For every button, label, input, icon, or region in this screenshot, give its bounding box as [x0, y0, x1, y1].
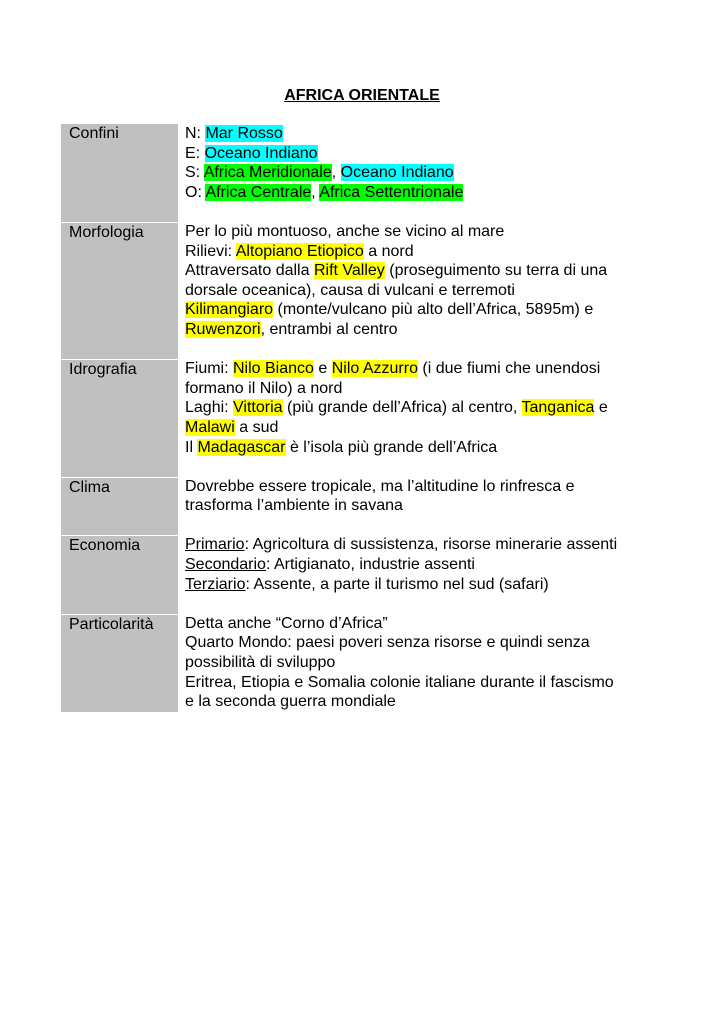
text-span: (proseguimento su terra di una [384, 262, 608, 280]
highlight-nilo-bianco: Nilo Bianco [233, 360, 314, 378]
highlight-east: Oceano Indiano [204, 144, 318, 162]
morfologia-line-2 [185, 242, 661, 262]
highlight-west-2: Africa Settentrionale [319, 183, 464, 201]
border-west [185, 183, 661, 203]
particolarita-line-4: Eritrea, Etiopia e Somalia colonie italiane durante il fascismo [185, 673, 614, 691]
row-spacer [185, 457, 661, 477]
row-confini [61, 124, 661, 222]
text-span: Fiumi: [185, 360, 233, 378]
particolarita-line-1: Detta anche “Corno d’Africa” [185, 614, 388, 632]
text-span: Rilievi: [185, 242, 236, 260]
idrografia-line-2: formano il Nilo) a nord [185, 379, 343, 397]
label-economia: Economia [61, 535, 178, 613]
text-span: (più grande dell’Africa) al centro, [282, 399, 522, 417]
border-north [185, 124, 661, 144]
border-east [185, 144, 661, 164]
border-south-sep: , [331, 164, 341, 182]
label-confini: Confini [61, 124, 178, 222]
content-particolarita [178, 614, 661, 712]
text-span: : Assente, a parte il turismo nel sud (safari) [245, 575, 549, 593]
clima-line-2: trasforma l’ambiente in savana [185, 497, 403, 515]
underline-primario: Primario [185, 536, 245, 554]
highlight-malawi: Malawi [185, 418, 235, 436]
morfologia-line-5 [185, 300, 661, 320]
particolarita-line-3: possibilità di sviluppo [185, 654, 336, 672]
economia-line-3 [185, 575, 661, 595]
label-clima: Clima [61, 477, 178, 536]
border-west-sep: , [311, 183, 320, 201]
row-clima [61, 477, 661, 536]
row-spacer [185, 516, 661, 536]
content-confini [178, 124, 661, 222]
underline-secondario: Secondario [185, 556, 266, 574]
border-west-prefix: O: [185, 183, 206, 201]
clima-line-1: Dovrebbe essere tropicale, ma l’altitudine lo rinfresca e [185, 477, 575, 495]
row-spacer [185, 202, 661, 222]
highlight-nilo-azzurro: Nilo Azzurro [331, 360, 418, 378]
text-span: : Artigianato, industrie assenti [265, 556, 475, 574]
border-east-prefix: E: [185, 144, 205, 162]
highlight-kilimangiaro: Kilimangiaro [185, 301, 274, 319]
text-span: , entrambi al centro [260, 320, 398, 338]
content-economia [178, 535, 661, 613]
text-span: a sud [234, 418, 279, 436]
row-economia [61, 535, 661, 613]
highlight-rift-valley: Rift Valley [313, 262, 385, 280]
underline-terziario: Terziario [185, 575, 246, 593]
row-idrografia [61, 359, 661, 477]
text-span: (monte/vulcano più alto dell’Africa, 5895m) e [273, 301, 594, 319]
highlight-west-1: Africa Centrale [205, 183, 312, 201]
text-span: Laghi: [185, 399, 234, 417]
label-morfologia: Morfologia [61, 222, 178, 359]
text-span: (i due fiumi che unendosi [417, 360, 601, 378]
text-span: a nord [363, 242, 414, 260]
idrografia-line-4 [185, 418, 661, 438]
highlight-north: Mar Rosso [205, 125, 283, 142]
border-south [185, 163, 661, 183]
highlight-ruwenzori: Ruwenzori [185, 320, 261, 338]
text-span: e [594, 399, 608, 417]
content-clima [178, 477, 661, 536]
idrografia-line-5 [185, 438, 661, 458]
morfologia-line-3 [185, 261, 661, 281]
highlight-vittoria: Vittoria [233, 399, 283, 417]
border-south-prefix: S: [185, 164, 204, 182]
morfologia-line-1: Per lo più montuoso, anche se vicino al mare [185, 222, 505, 240]
row-spacer [185, 594, 661, 614]
row-particolarita [61, 614, 661, 712]
text-span: Attraversato dalla [185, 262, 314, 280]
label-particolarita: Particolarità [61, 614, 178, 712]
text-span: : Agricoltura di sussistenza, risorse minerarie assenti [244, 536, 618, 554]
text-span: e [313, 360, 332, 378]
idrografia-line-3 [185, 398, 661, 418]
highlight-tanganica: Tanganica [521, 399, 595, 417]
highlight-south-2: Oceano Indiano [340, 164, 454, 182]
particolarita-line-5: e la seconda guerra mondiale [185, 693, 396, 711]
morfologia-line-4: dorsale oceanica), causa di vulcani e terremoti [185, 281, 515, 299]
page-title: AFRICA ORIENTALE [284, 87, 440, 104]
highlight-madagascar: Madagascar [197, 438, 286, 456]
economia-line-2 [185, 555, 661, 575]
content-idrografia [178, 359, 661, 477]
particolarita-line-2: Quarto Mondo: paesi poveri senza risorse e quindi senza [185, 634, 590, 652]
border-north-prefix: N: [185, 125, 206, 142]
text-span: Il [185, 438, 198, 456]
idrografia-line-1 [185, 359, 661, 379]
content-table [61, 124, 661, 712]
economia-line-1 [185, 535, 661, 555]
highlight-south-1: Africa Meridionale [203, 164, 332, 182]
text-span: è l’isola più grande dell’Africa [285, 438, 498, 456]
row-spacer [185, 340, 661, 360]
label-idrografia: Idrografia [61, 359, 178, 477]
content-morfologia [178, 222, 661, 359]
row-morfologia [61, 222, 661, 359]
highlight-altopiano: Altopiano Etiopico [235, 242, 364, 260]
morfologia-line-6 [185, 320, 661, 340]
